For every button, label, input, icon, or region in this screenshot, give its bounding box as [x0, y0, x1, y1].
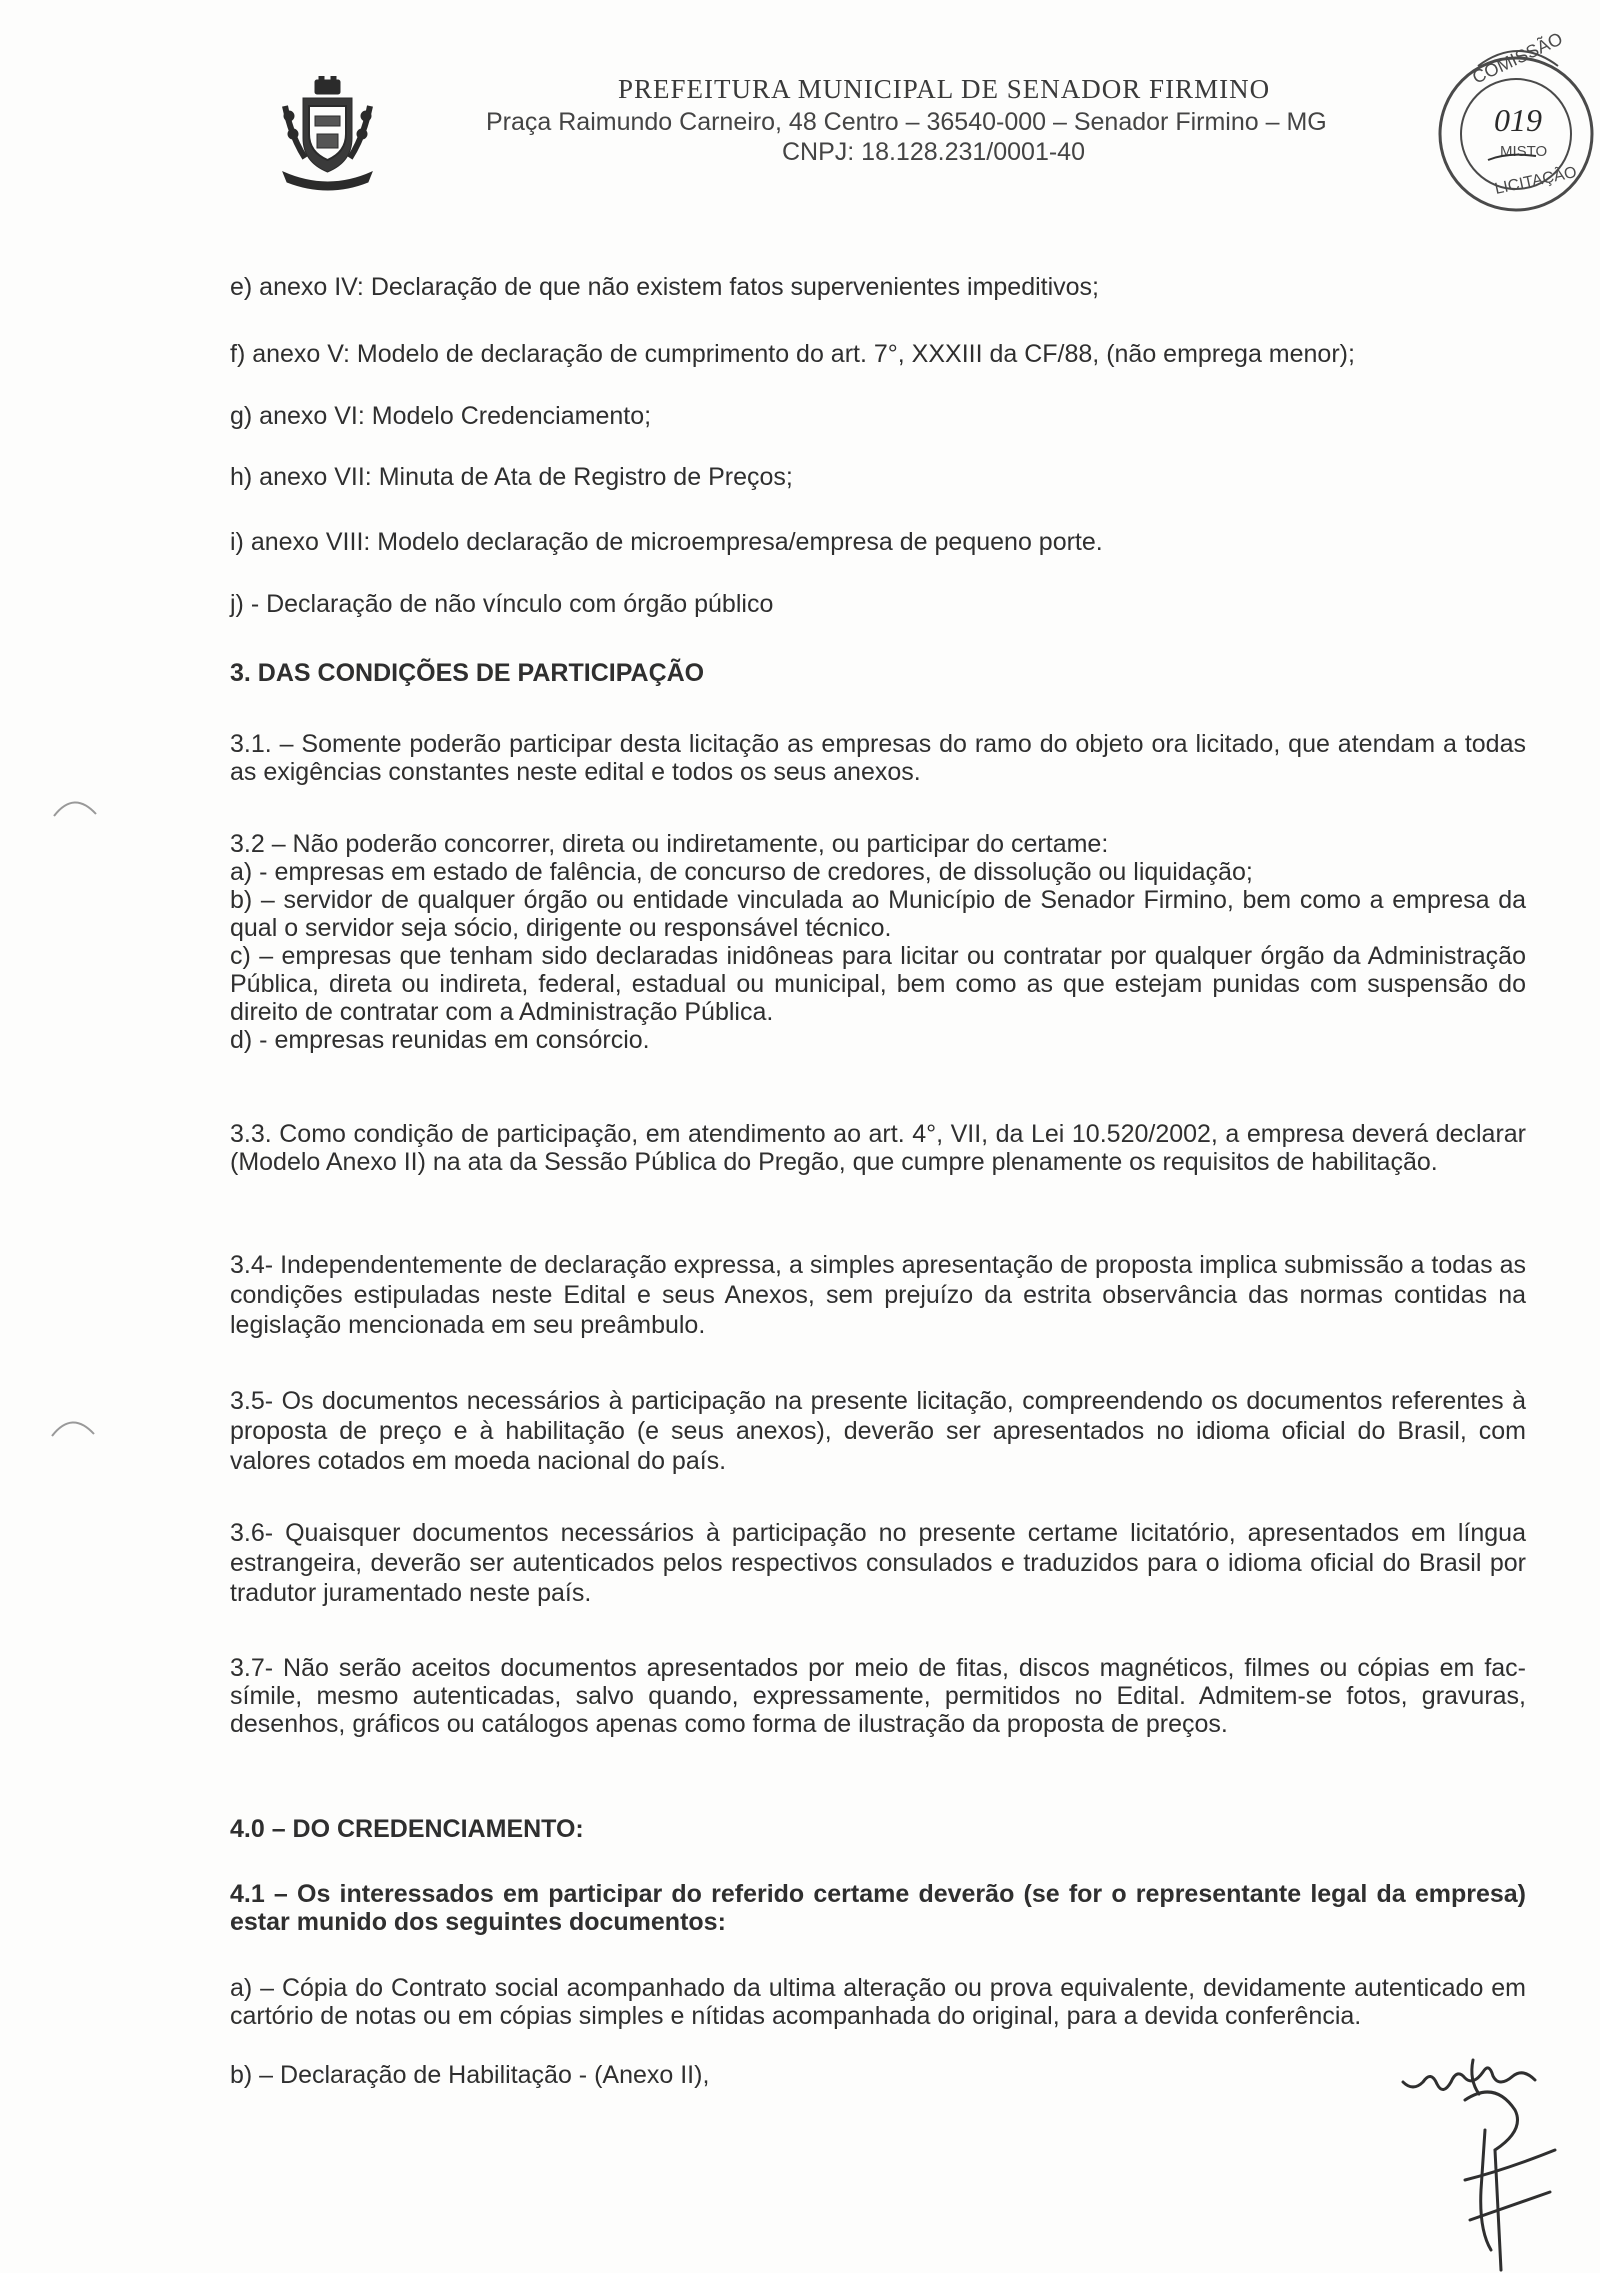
svg-text:019: 019: [1494, 102, 1542, 138]
paragraph-3-2-d: d) - empresas reunidas em consórcio.: [230, 1026, 650, 1054]
svg-text:MISTO: MISTO: [1500, 143, 1548, 160]
paragraph-3-2-b: b) – servidor de qualquer órgão ou entidade vinculada ao Município de Senador Firmino, bem como a empresa da qual o servidor seja sócio, dirigente ou responsável técnico.: [230, 886, 1526, 942]
paragraph-4-1: 4.1 – Os interessados em participar do referido certame deverão (se for o representante legal da empresa) estar munido dos seguintes documentos:: [230, 1880, 1526, 1936]
paragraph-4-1-a: a) – Cópia do Contrato social acompanhado da ultima alteração ou prova equivalente, devidamente autenticado em cartório de notas ou em cópias simples e nítidas acompanhada do original, para a devida conferência.: [230, 1974, 1526, 2030]
section-3-heading: 3. DAS CONDIÇÕES DE PARTICIPAÇÃO: [230, 659, 705, 687]
annex-item-f: f) anexo V: Modelo de declaração de cumprimento do art. 7°, XXXIII da CF/88, (não emprega menor);: [230, 340, 1355, 368]
paragraph-3-4: 3.4- Independentemente de declaração expressa, a simples apresentação de proposta implica submissão a todas as condições estipuladas neste Edital e seus Anexos, sem prejuízo da estrita observância das normas contidas na legislação mencionada em seu preâmbulo.: [230, 1251, 1526, 1339]
paragraph-3-2: [230, 830, 1526, 1054]
svg-text:COMISSÃO: COMISSÃO: [1469, 28, 1566, 88]
paragraph-3-2-intro: 3.2 – Não poderão concorrer, direta ou indiretamente, ou participar do certame:: [230, 830, 1109, 858]
annex-item-i: i) anexo VIII: Modelo declaração de microempresa/empresa de pequeno porte.: [230, 528, 1103, 556]
annex-item-j: j) - Declaração de não vínculo com órgão público: [230, 590, 774, 618]
punch-hole-mark-icon: [52, 790, 98, 820]
paragraph-3-6: 3.6- Quaisquer documentos necessários à participação no presente certame licitatório, apresentados em língua estrangeira, deverão ser autenticados pelos respectivos consulados e traduzidos para o idioma oficial do Brasil por tradutor juramentado neste país.: [230, 1519, 1526, 1607]
annex-item-g: g) anexo VI: Modelo Credenciamento;: [230, 402, 652, 430]
coat-of-arms-icon: [275, 76, 380, 192]
annex-item-e: e) anexo IV: Declaração de que não existem fatos supervenientes impeditivos;: [230, 273, 1100, 301]
paragraph-4-1-b: b) – Declaração de Habilitação - (Anexo II),: [230, 2061, 710, 2089]
paragraph-3-2-c: c) – empresas que tenham sido declaradas inidôneas para licitar ou contratar por qualquer órgão da Administração Pública, direta ou indireta, federal, estadual ou municipal, bem como as que estejam punidas com suspensão do direito de contratar com a Administração Pública.: [230, 942, 1526, 1026]
svg-text:LICITAÇÃO: LICITAÇÃO: [1493, 163, 1579, 198]
municipality-cnpj: CNPJ: 18.128.231/0001-40: [782, 138, 1085, 166]
commission-stamp-icon: [1418, 26, 1600, 216]
section-4-heading: 4.0 – DO CREDENCIAMENTO:: [230, 1815, 584, 1843]
paragraph-3-1: 3.1. – Somente poderão participar desta licitação as empresas do ramo do objeto ora licitado, que atendam a todas as exigências constantes neste edital e todos os seus anexos.: [230, 730, 1526, 786]
paragraph-3-3: 3.3. Como condição de participação, em atendimento ao art. 4°, VII, da Lei 10.520/2002, a empresa deverá declarar (Modelo Anexo II) na ata da Sessão Pública do Pregão, que cumpre plenamente os requisitos de habilitação.: [230, 1120, 1526, 1176]
annex-item-h: h) anexo VII: Minuta de Ata de Registro de Preços;: [230, 463, 793, 491]
municipality-address: Praça Raimundo Carneiro, 48 Centro – 36540-000 – Senador Firmino – MG: [486, 108, 1327, 136]
paragraph-3-7: 3.7- Não serão aceitos documentos apresentados por meio de fitas, discos magnéticos, filmes ou cópias em fac-símile, mesmo autenticadas, salvo quando, expressamente, permitidos no Edital. Admitem-se fotos, gravuras, desenhos, gráficos ou catálogos apenas como forma de ilustração da proposta de preços.: [230, 1654, 1526, 1738]
punch-hole-mark-icon: [50, 1410, 96, 1440]
paragraph-3-5: 3.5- Os documentos necessários à participação na presente licitação, compreendendo os documentos referentes à proposta de preço e à habilitação (e seus anexos), deverão ser apresentados no idioma oficial do Brasil, com valores cotados em moeda nacional do país.: [230, 1387, 1526, 1475]
municipality-title: PREFEITURA MUNICIPAL DE SENADOR FIRMINO: [618, 74, 1271, 104]
paragraph-3-2-a: a) - empresas em estado de falência, de concurso de credores, de dissolução ou liquidação;: [230, 858, 1253, 886]
signature-icon: [1395, 2040, 1600, 2273]
